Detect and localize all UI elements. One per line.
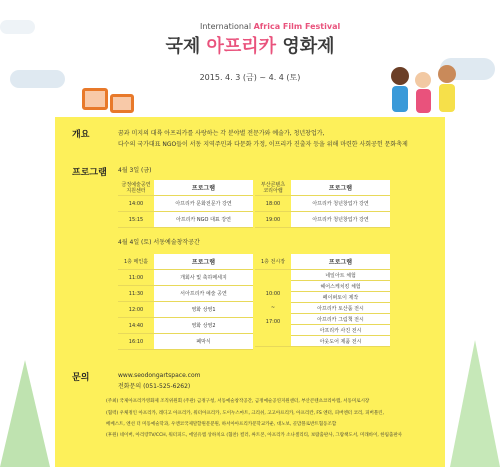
overview-text-line2: 다수의 국가대표 NGO들이 서동 지역주민과 다문화 가정, 이프리카 진출자 등을 위해 마련한 사회공헌 문화축제 [118,141,408,148]
overview-text-line1: 꿈과 미지의 대륙 아프리카를 사랑하는 각 분야별 전문가와 예술가, 청년창업가, [118,130,325,137]
day1-right-table [255,180,390,228]
day1-left-col-header: 프로그램 [154,180,253,196]
festival-english-name: International Africa Film Festival [200,22,341,31]
contact-label: 문의 [72,373,90,383]
table-row: 15:15 아프리카 NGO 대표 강연 [118,212,253,228]
table-row: 11:30 서아프리카 예술 공연 [118,286,253,302]
partner-line-2: 베베스트, 엔선 더 미동예술학과, 우앤코국제말할원문분원, 하서아아프리카문학교카운, 대노보, 골맘블로반트협동조합 [106,422,337,427]
partner-line-1: (협력) 우체정인 아프리카, 레디고 아프리카, 워터아프리카, 도이누스마트, 크리쉬, 고고아프리카, 아프리칸, FS 엔터, 피버엔터 코리, 피버블린, [106,411,384,416]
tree-right-decoration [445,340,500,471]
tv-left-icon [82,88,108,110]
tv-right-icon [110,94,134,113]
program-day2: 4월 4일 (토) 서동예술창작공간 [118,239,200,246]
table-row: 아프리카 토산품 전시 [255,303,390,314]
organizer-line: (주최) 국제아프리카영화제 조직위원회 (주관) 금정구청, 서동예술창작공간, 금정예술공연지원센터, 부산콘텐츠코리아랩, 서동미로시장 [106,399,370,404]
page-title: 국제 아프리카 영화제 [165,36,335,57]
table-row: 18:00 아프리카 청년창업가 강연 [255,196,390,212]
table-row: 11:00 개회사 및 축하메세지 [118,270,253,286]
table-row: 14:40 영화 상영2 [118,318,253,334]
sponsor-line: (후원) 네이버, 아리랑TV/CCH, 워터피드, 에일유엠 상하치요 (협찬) 컬러, 싸트본, 아프리카 소나셀리티, 보람출판사, 그람책도서, 미래바이, 한림출판사 [106,433,403,438]
table-row: 19:00 아프리카 청년창업가 강연 [255,212,390,228]
festival-dates: 2015. 4. 3 (금) ~ 4. 4 (토) [199,73,301,82]
contact-website-link[interactable]: www.seodongartspace.com [118,372,201,379]
table-row: 헤어스케치킹 체험 [255,281,390,292]
day1-left-venue: 금정예술공연 지원센터 [118,180,154,196]
table-row: 16:10 폐막식 [118,334,253,350]
table-row: 12:00 영화 상영1 [118,302,253,318]
day2-right-venue: 1층 전시장 [255,254,291,270]
table-row: 페이퍼토이 제작 [255,292,390,303]
contact-phone: 전화문의 (051-525-6262) [118,383,191,390]
day1-left-table [118,180,253,228]
table-row: 10:00 ~ 17:00 네일아트 체험 [255,270,390,281]
table-row: 아웃도어 제품 전시 [255,336,390,347]
program-label: 프로그램 [72,168,107,178]
day2-right-col-header: 프로그램 [291,254,390,270]
table-row: 아프리카 그림책 전시 [255,314,390,325]
program-day1: 4월 3일 (금) [118,167,152,174]
overview-label: 개요 [72,130,90,140]
day2-left-table [118,254,253,350]
day2-left-col-header: 프로그램 [154,254,253,270]
tree-left-decoration [0,360,55,471]
day2-left-venue: 1층 메인홀 [118,254,154,270]
table-row: 아프리카 사진 전시 [255,325,390,336]
day1-right-col-header: 프로그램 [291,180,390,196]
day1-right-venue: 부산콘텐츠 코리아랩 [255,180,291,196]
day2-right-table [255,254,390,347]
table-row: 14:00 아프리카 문화전문가 강연 [118,196,253,212]
